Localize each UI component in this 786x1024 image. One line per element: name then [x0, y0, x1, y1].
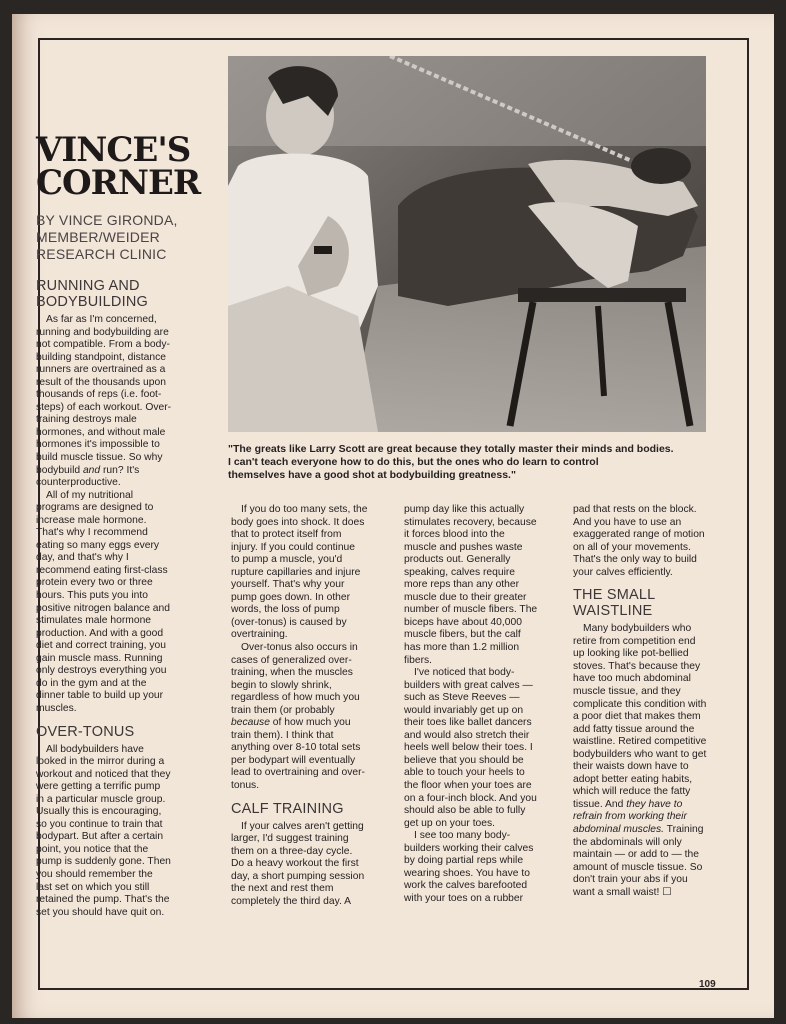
text-line: regardless of how much you	[231, 692, 360, 704]
text-line: yourself. That's why your	[231, 579, 345, 591]
text-line: stimulates recovery, because	[404, 516, 537, 528]
byline-line: MEMBER/WEIDER	[36, 229, 160, 245]
text-line: adopt better eating habits,	[573, 773, 693, 785]
text-line: fibers.	[404, 654, 433, 666]
text-line: larger, I'd suggest training	[231, 833, 349, 845]
text-line: thousands of reps (i.e. foot-	[36, 389, 162, 401]
title-line: VINCE'S	[36, 130, 191, 170]
text-line: As far as I'm concerned,	[46, 314, 157, 325]
text-line: I see too many body-	[414, 830, 511, 842]
byline	[36, 212, 226, 263]
text-line: have too much abdominal	[573, 673, 691, 685]
text-line: pad that rests on the block.	[573, 504, 697, 515]
text-line: tissue. And	[573, 798, 627, 810]
text-line: Over-tonus also occurs in	[241, 642, 358, 654]
text-line: diet and correct training, you	[36, 640, 166, 652]
text-line: them on a three-day cycle.	[231, 845, 353, 857]
text-column-1	[36, 278, 211, 919]
text-line: bodybuilders who want to get	[573, 748, 707, 760]
text-line: on all of your movements.	[573, 541, 691, 553]
text-line: speaking, calves require	[404, 566, 516, 578]
text-line: heels well below their toes. I	[404, 742, 533, 754]
text-line: retire from competition end	[573, 635, 696, 647]
text-line: maintain — or add to — the	[573, 849, 699, 861]
text-line: such as Steve Reeves —	[404, 692, 520, 704]
heading-line: OVER-TONUS	[36, 723, 135, 740]
text-line: I've noticed that body-	[414, 667, 515, 679]
text-line: which will reduce the fatty	[573, 786, 691, 798]
text-line: has more than 1.2 million	[404, 642, 520, 654]
text-line: set you should have quit on.	[36, 906, 165, 918]
text-line: running and bodybuilding are	[36, 326, 169, 338]
text-line: waistline. Retired competitive	[573, 736, 707, 748]
text-line: a poor diet that makes them	[573, 711, 701, 723]
text-line: stimulates male hormone	[36, 615, 152, 627]
caption-line: I can't teach everyone how to do this, but the ones who do learn to control	[228, 456, 599, 468]
heading-line: BODYBUILDING	[36, 294, 148, 310]
page-number: 109	[699, 979, 716, 990]
text-line: of how much you	[269, 717, 351, 729]
heading-line: THE SMALL	[573, 587, 656, 604]
text-line: production. And with a good	[36, 627, 164, 639]
photo-caption	[228, 443, 718, 482]
text-line: on a four-inch block. And you	[404, 792, 537, 804]
text-line: overtraining.	[231, 629, 288, 641]
text-line: able to touch your heels to	[404, 767, 525, 779]
text-line: retained the pump. That's the	[36, 894, 170, 906]
text-line: injury. If you could continue	[231, 541, 356, 553]
text-line: steps) of each workout. Over-	[36, 401, 172, 413]
title-line: CORNER	[36, 163, 201, 203]
text-line: hours. This puts you into	[36, 590, 148, 602]
text-line: All bodybuilders have	[46, 743, 144, 755]
text-line: muscles.	[36, 702, 77, 714]
text-line: hormones, and without male	[36, 426, 166, 438]
text-line	[573, 824, 729, 837]
text-line: would invariably get up on	[404, 704, 524, 716]
text-line: bodybuild	[36, 464, 83, 476]
text-line: training destroys male	[36, 414, 137, 426]
text-line: runners are overtrained as a	[36, 364, 166, 376]
text-line: Training	[664, 824, 704, 836]
text-line: so you continue to train that	[36, 818, 163, 830]
text-line: increase male hormone.	[36, 514, 147, 526]
text-line: amount of muscle tissue. So	[573, 861, 703, 873]
text-column-4	[573, 504, 729, 899]
paragraph	[36, 490, 211, 716]
text-line: because	[231, 717, 270, 729]
text-line: rupture capillaries and injure	[231, 566, 361, 578]
text-line: (over-tonus) is caused by	[231, 616, 347, 628]
byline-line: BY VINCE GIRONDA,	[36, 212, 178, 228]
text-line: hormones it's impossible to	[36, 439, 160, 451]
text-line: were getting a terrific pump	[36, 781, 161, 793]
text-line: only destroys everything you	[36, 665, 167, 677]
text-line: completely the third day. A	[231, 895, 352, 907]
paragraph	[404, 504, 568, 667]
paragraph	[573, 504, 729, 579]
text-line: biceps have about 40,000	[404, 616, 522, 628]
paragraph	[573, 623, 729, 899]
text-line: point, you notice that the	[36, 843, 149, 855]
text-line: counterproductive.	[36, 477, 121, 489]
text-line: begin to slowly shrink,	[231, 679, 332, 691]
text-line: All of my nutritional	[46, 489, 133, 501]
text-line: the next and rest them	[231, 883, 334, 895]
text-line: recommend eating first-class	[36, 564, 168, 576]
text-line: lead to overtraining and over-	[231, 767, 365, 779]
text-line: gain muscle mass. Running	[36, 652, 163, 664]
paragraph	[231, 504, 395, 642]
text-line: and would also stretch their	[404, 729, 530, 741]
section-heading-overtonus	[36, 724, 211, 740]
text-line: positive nitrogen balance and	[36, 602, 170, 614]
text-line: body goes into shock. It does	[231, 516, 365, 528]
text-line: believe that you should be	[404, 754, 524, 766]
text-line: abdominal muscles.	[573, 824, 664, 836]
text-line: their toes like ballet dancers	[404, 717, 532, 729]
paragraph	[404, 667, 568, 830]
text-line: eating so many eggs every	[36, 539, 160, 551]
caption-line: "The greats like Larry Scott are great because they totally master their minds and bodies.	[228, 443, 674, 455]
text-line: muscle fibers, but the calf	[404, 629, 521, 641]
text-line: stoves. That's because they	[573, 660, 701, 672]
heading-line: CALF TRAINING	[231, 800, 344, 817]
text-line: train them (or probably	[231, 704, 335, 716]
text-line: protein every two or three	[36, 577, 153, 589]
text-column-2	[231, 504, 395, 908]
caption-line: themselves have a good shot at bodybuilding greatness."	[228, 469, 516, 481]
text-line: products out. Generally	[404, 554, 511, 566]
text-line: exaggerated range of motion	[573, 529, 705, 541]
text-line: tonus.	[231, 780, 260, 792]
section-heading-calf	[231, 801, 395, 817]
text-line: don't train your abs if you	[573, 874, 688, 886]
text-line: refrain from working their	[573, 811, 687, 823]
text-line: the abdominals will only	[573, 836, 682, 848]
paragraph	[231, 642, 395, 793]
text-line: pump is suddenly gone. Then	[36, 856, 171, 868]
text-line: wearing shoes. You have to	[404, 867, 530, 879]
text-line: build muscle tissue. So why	[36, 452, 163, 464]
text-line: programs are designed to	[36, 502, 154, 514]
text-line: And you have to use an	[573, 516, 682, 528]
text-line: Do a heavy workout the first	[231, 858, 359, 870]
text-line	[573, 811, 729, 824]
text-line: muscle due to their greater	[404, 591, 527, 603]
text-line: builders working their calves	[404, 842, 534, 854]
text-line: up looking like pot-bellied	[573, 648, 689, 660]
text-line: dinner table to build up your	[36, 690, 164, 702]
text-line: anything over 8-10 total sets	[231, 742, 361, 754]
text-line: train them). I think that	[231, 729, 334, 741]
section-heading-running	[36, 278, 211, 310]
text-line: muscle tissue, and they	[573, 686, 681, 698]
text-line: you should remember the	[36, 868, 153, 880]
text-line	[573, 799, 729, 812]
text-line: get up on your toes.	[404, 817, 496, 829]
text-line: run? It's	[100, 464, 140, 476]
text-line: bodypart. But after a certain	[36, 831, 164, 843]
text-line: your calves efficiently.	[573, 566, 673, 578]
text-line	[231, 717, 395, 730]
text-line: and	[82, 464, 101, 476]
text-line: more reps than any other	[404, 579, 520, 591]
text-line: cases of generalized over-	[231, 654, 352, 666]
text-line: by doing partial reps while	[404, 855, 524, 867]
text-line: per bodypart will eventually	[231, 754, 356, 766]
heading-line: RUNNING AND	[36, 278, 140, 294]
text-line: Many bodybuilders who	[583, 623, 692, 635]
text-line: to pump a muscle, you'd	[231, 554, 343, 566]
text-line: words, the loss of pump	[231, 604, 340, 616]
text-line: not compatible. From a body-	[36, 339, 170, 351]
text-line: pump day like this actually	[404, 504, 525, 515]
heading-line: WAISTLINE	[573, 603, 653, 620]
text-line: looked in the mirror during a	[36, 756, 165, 768]
text-line: the floor when your toes are	[404, 780, 532, 792]
text-line: with your toes on a rubber	[404, 892, 524, 904]
paragraph	[404, 830, 568, 905]
text-line: complicate this condition with	[573, 698, 707, 710]
paragraph	[36, 314, 211, 490]
text-line: day, a short pumping session	[231, 870, 365, 882]
text-line: it forces blood into the	[404, 529, 505, 541]
column-title	[36, 130, 226, 203]
text-line: that to protect itself from	[231, 529, 342, 541]
text-line: last set on which you still	[36, 881, 150, 893]
text-line: training, when the muscles	[231, 667, 353, 679]
text-line: result of the thousands upon	[36, 376, 166, 388]
photo-illustration	[228, 56, 706, 432]
text-line: number of muscle fibers. The	[404, 604, 538, 616]
text-line: add fatty tissue around the	[573, 723, 695, 735]
text-line: do in the gym and at the	[36, 677, 147, 689]
text-line: muscle and pushes waste	[404, 541, 523, 553]
text-line: they have to	[626, 798, 683, 810]
text-column-3	[404, 504, 568, 906]
text-line: builders with great calves —	[404, 679, 533, 691]
text-line: work the calves barefooted	[404, 880, 528, 892]
text-line: pump goes down. In other	[231, 591, 351, 603]
text-line: If you do too many sets, the	[241, 504, 368, 515]
paragraph	[231, 821, 395, 909]
text-line: their waists down have to	[573, 761, 689, 773]
text-line: That's the only way to build	[573, 554, 697, 566]
text-line: should also be able to fully	[404, 805, 526, 817]
paragraph	[36, 744, 211, 920]
byline-line: RESEARCH CLINIC	[36, 246, 167, 262]
text-line: That's why I recommend	[36, 527, 148, 539]
training-photo	[228, 56, 706, 432]
text-line: in a particular muscle group.	[36, 793, 166, 805]
text-line: Usually this is encouraging,	[36, 806, 162, 818]
text-line: building standpoint, distance	[36, 351, 166, 363]
section-heading-waistline	[573, 587, 729, 619]
text-line: want a small waist! ☐	[573, 886, 672, 898]
text-line	[36, 465, 211, 478]
text-line: If your calves aren't getting	[241, 820, 364, 832]
text-line: workout and noticed that they	[36, 768, 171, 780]
text-line: day, and that's why I	[36, 552, 129, 564]
